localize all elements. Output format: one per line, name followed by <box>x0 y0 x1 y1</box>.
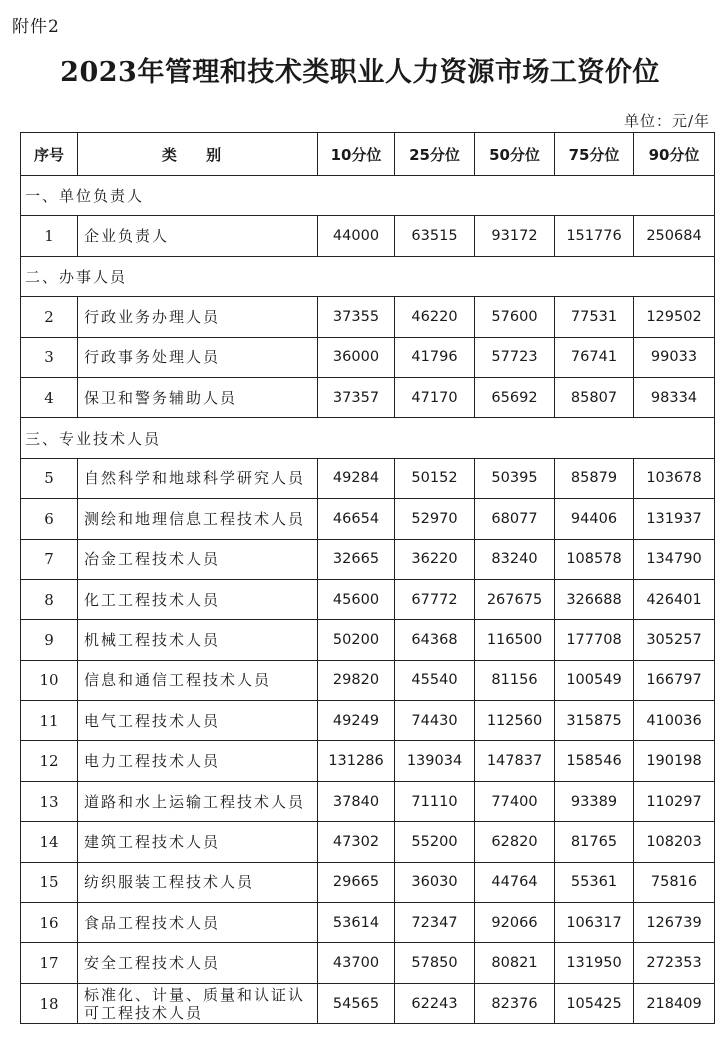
p50-cell: 147837 <box>475 741 555 781</box>
p25-cell: 67772 <box>395 579 475 619</box>
header-p10: 10分位 <box>318 133 395 176</box>
header-p25: 25分位 <box>395 133 475 176</box>
p75-cell: 55361 <box>555 862 634 902</box>
category-cell: 纺织服装工程技术人员 <box>78 862 318 902</box>
seq-cell: 7 <box>21 539 78 579</box>
category-cell: 电力工程技术人员 <box>78 741 318 781</box>
table-row <box>21 579 715 619</box>
table-row <box>21 620 715 660</box>
seq-cell: 5 <box>21 458 78 498</box>
unit-note: 单位：元/年 <box>623 112 710 130</box>
p90-cell: 129502 <box>634 297 715 337</box>
p10-cell: 50200 <box>318 620 395 660</box>
category-cell: 机械工程技术人员 <box>78 620 318 660</box>
p75-cell: 106317 <box>555 903 634 943</box>
p10-cell: 32665 <box>318 539 395 579</box>
p25-cell: 62243 <box>395 983 475 1023</box>
p90-cell: 110297 <box>634 781 715 821</box>
category-cell: 行政事务处理人员 <box>78 337 318 377</box>
p10-cell: 44000 <box>318 216 395 256</box>
category-cell: 标准化、计量、质量和认证认可工程技术人员 <box>78 983 318 1023</box>
p10-cell: 47302 <box>318 822 395 862</box>
header-p90: 90分位 <box>634 133 715 176</box>
p75-cell: 326688 <box>555 579 634 619</box>
p90-cell: 126739 <box>634 903 715 943</box>
p90-cell: 426401 <box>634 579 715 619</box>
table-row <box>21 822 715 862</box>
p50-cell: 44764 <box>475 862 555 902</box>
table-row <box>21 458 715 498</box>
p10-cell: 37357 <box>318 377 395 417</box>
annex-label: 附件2 <box>12 17 60 37</box>
seq-cell: 1 <box>21 216 78 256</box>
table-row <box>21 660 715 700</box>
p50-cell: 62820 <box>475 822 555 862</box>
seq-cell: 2 <box>21 297 78 337</box>
p75-cell: 177708 <box>555 620 634 660</box>
p25-cell: 64368 <box>395 620 475 660</box>
table-header-row <box>21 133 715 176</box>
table-row <box>21 943 715 983</box>
p25-cell: 50152 <box>395 458 475 498</box>
seq-cell: 11 <box>21 701 78 741</box>
p50-cell: 83240 <box>475 539 555 579</box>
p10-cell: 45600 <box>318 579 395 619</box>
p90-cell: 250684 <box>634 216 715 256</box>
seq-cell: 3 <box>21 337 78 377</box>
p75-cell: 77531 <box>555 297 634 337</box>
header-category: 类 别 <box>78 133 318 176</box>
table-row <box>21 983 715 1023</box>
p10-cell: 29665 <box>318 862 395 902</box>
p75-cell: 85807 <box>555 377 634 417</box>
category-cell: 道路和水上运输工程技术人员 <box>78 781 318 821</box>
category-cell: 安全工程技术人员 <box>78 943 318 983</box>
seq-cell: 16 <box>21 903 78 943</box>
p25-cell: 45540 <box>395 660 475 700</box>
p90-cell: 218409 <box>634 983 715 1023</box>
p75-cell: 76741 <box>555 337 634 377</box>
table-row <box>21 741 715 781</box>
p50-cell: 81156 <box>475 660 555 700</box>
section-row <box>21 176 715 216</box>
table-body <box>21 176 715 1024</box>
table-row <box>21 499 715 539</box>
seq-cell: 6 <box>21 499 78 539</box>
p10-cell: 49249 <box>318 701 395 741</box>
p75-cell: 81765 <box>555 822 634 862</box>
p90-cell: 410036 <box>634 701 715 741</box>
category-cell: 建筑工程技术人员 <box>78 822 318 862</box>
category-cell: 保卫和警务辅助人员 <box>78 377 318 417</box>
p25-cell: 57850 <box>395 943 475 983</box>
p25-cell: 36220 <box>395 539 475 579</box>
table-row <box>21 297 715 337</box>
p75-cell: 93389 <box>555 781 634 821</box>
p75-cell: 158546 <box>555 741 634 781</box>
p10-cell: 36000 <box>318 337 395 377</box>
category-cell: 食品工程技术人员 <box>78 903 318 943</box>
document-title: 2023年管理和技术类职业人力资源市场工资价位 <box>60 57 660 88</box>
table-row <box>21 701 715 741</box>
p50-cell: 57723 <box>475 337 555 377</box>
p25-cell: 74430 <box>395 701 475 741</box>
p75-cell: 131950 <box>555 943 634 983</box>
section-label: 一、单位负责人 <box>21 176 715 216</box>
p10-cell: 54565 <box>318 983 395 1023</box>
category-cell: 化工工程技术人员 <box>78 579 318 619</box>
p50-cell: 50395 <box>475 458 555 498</box>
p50-cell: 116500 <box>475 620 555 660</box>
p75-cell: 94406 <box>555 499 634 539</box>
p25-cell: 41796 <box>395 337 475 377</box>
table-row <box>21 862 715 902</box>
seq-cell: 9 <box>21 620 78 660</box>
p75-cell: 85879 <box>555 458 634 498</box>
p50-cell: 68077 <box>475 499 555 539</box>
p25-cell: 52970 <box>395 499 475 539</box>
category-cell: 自然科学和地球科学研究人员 <box>78 458 318 498</box>
header-p75: 75分位 <box>555 133 634 176</box>
p10-cell: 46654 <box>318 499 395 539</box>
p50-cell: 80821 <box>475 943 555 983</box>
p25-cell: 63515 <box>395 216 475 256</box>
p25-cell: 46220 <box>395 297 475 337</box>
category-cell: 信息和通信工程技术人员 <box>78 660 318 700</box>
p25-cell: 55200 <box>395 822 475 862</box>
section-row <box>21 418 715 458</box>
seq-cell: 12 <box>21 741 78 781</box>
seq-cell: 8 <box>21 579 78 619</box>
p25-cell: 36030 <box>395 862 475 902</box>
p50-cell: 57600 <box>475 297 555 337</box>
p25-cell: 71110 <box>395 781 475 821</box>
category-cell: 冶金工程技术人员 <box>78 539 318 579</box>
p75-cell: 105425 <box>555 983 634 1023</box>
p50-cell: 267675 <box>475 579 555 619</box>
p50-cell: 112560 <box>475 701 555 741</box>
p10-cell: 29820 <box>318 660 395 700</box>
p50-cell: 65692 <box>475 377 555 417</box>
section-row <box>21 256 715 296</box>
section-label: 三、专业技术人员 <box>21 418 715 458</box>
category-cell: 测绘和地理信息工程技术人员 <box>78 499 318 539</box>
seq-cell: 17 <box>21 943 78 983</box>
table-row <box>21 377 715 417</box>
p75-cell: 108578 <box>555 539 634 579</box>
table-row <box>21 216 715 256</box>
seq-cell: 4 <box>21 377 78 417</box>
seq-cell: 13 <box>21 781 78 821</box>
p10-cell: 53614 <box>318 903 395 943</box>
category-cell: 行政业务办理人员 <box>78 297 318 337</box>
category-cell: 企业负责人 <box>78 216 318 256</box>
p10-cell: 37840 <box>318 781 395 821</box>
section-label: 二、办事人员 <box>21 256 715 296</box>
p90-cell: 166797 <box>634 660 715 700</box>
seq-cell: 15 <box>21 862 78 902</box>
p90-cell: 99033 <box>634 337 715 377</box>
p90-cell: 75816 <box>634 862 715 902</box>
p10-cell: 43700 <box>318 943 395 983</box>
seq-cell: 10 <box>21 660 78 700</box>
category-cell: 电气工程技术人员 <box>78 701 318 741</box>
table-row <box>21 337 715 377</box>
p90-cell: 305257 <box>634 620 715 660</box>
p90-cell: 108203 <box>634 822 715 862</box>
p10-cell: 131286 <box>318 741 395 781</box>
table-row <box>21 539 715 579</box>
seq-cell: 14 <box>21 822 78 862</box>
seq-cell: 18 <box>21 983 78 1023</box>
wage-table <box>20 132 715 1024</box>
p10-cell: 37355 <box>318 297 395 337</box>
header-seq: 序号 <box>21 133 78 176</box>
p75-cell: 100549 <box>555 660 634 700</box>
p25-cell: 47170 <box>395 377 475 417</box>
p10-cell: 49284 <box>318 458 395 498</box>
p90-cell: 272353 <box>634 943 715 983</box>
p50-cell: 93172 <box>475 216 555 256</box>
header-p50: 50分位 <box>475 133 555 176</box>
p25-cell: 72347 <box>395 903 475 943</box>
table-row <box>21 903 715 943</box>
p50-cell: 92066 <box>475 903 555 943</box>
p50-cell: 82376 <box>475 983 555 1023</box>
p25-cell: 139034 <box>395 741 475 781</box>
table-row <box>21 781 715 821</box>
p90-cell: 190198 <box>634 741 715 781</box>
p75-cell: 315875 <box>555 701 634 741</box>
p75-cell: 151776 <box>555 216 634 256</box>
p90-cell: 134790 <box>634 539 715 579</box>
p90-cell: 131937 <box>634 499 715 539</box>
p90-cell: 98334 <box>634 377 715 417</box>
p90-cell: 103678 <box>634 458 715 498</box>
p50-cell: 77400 <box>475 781 555 821</box>
